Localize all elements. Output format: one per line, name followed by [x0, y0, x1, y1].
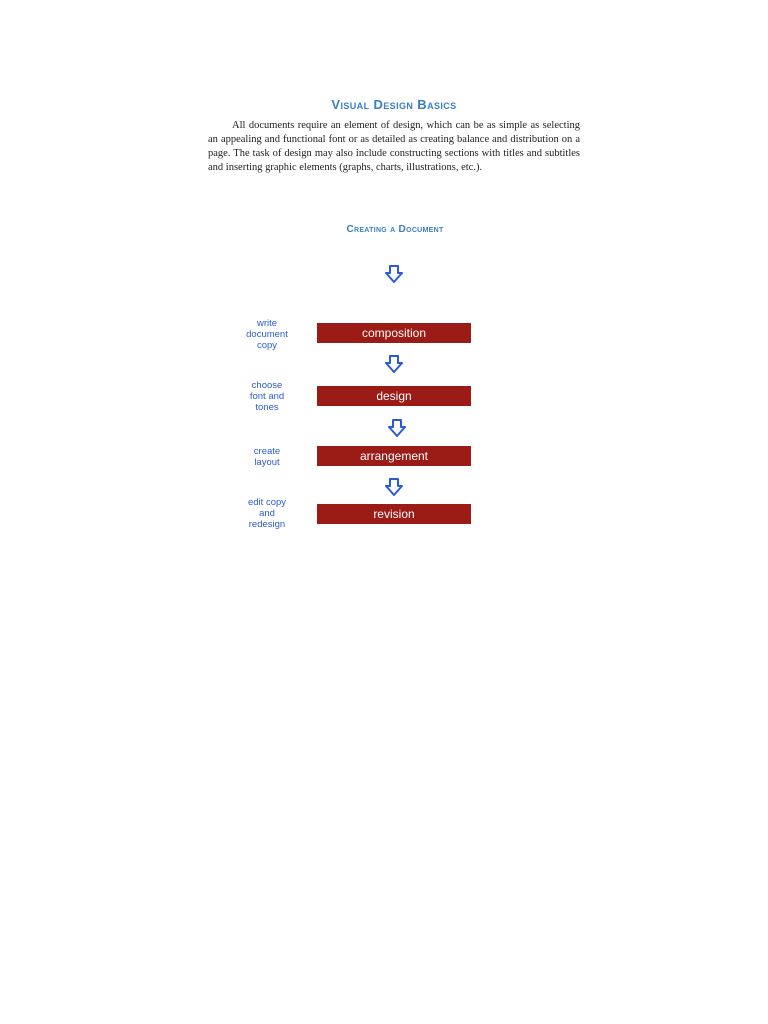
- section-heading: Visual Design Basics: [331, 97, 457, 112]
- stage-note-line: document: [246, 329, 288, 340]
- stage-note-composition: [232, 318, 302, 351]
- diagram-title: Creating a Document: [346, 224, 444, 235]
- stage-note-line: create: [253, 446, 281, 457]
- intro-paragraph: All documents require an element of design, which can be as simple as selecting an appealing and functional font or as detailed as creating balance and distribution on a page. The task of design may also include constructing sections with titles and subtitles and inserting graphic elements (graphs, charts, illustrations, etc.).: [208, 120, 580, 173]
- stage-note-line: write: [256, 318, 278, 329]
- stage-note-line: font and: [249, 391, 285, 402]
- stage-note-line: tones: [255, 402, 279, 413]
- stage-note-arrangement: [232, 446, 302, 468]
- stage-note-line: redesign: [248, 519, 286, 530]
- stage-arrangement: arrangement: [317, 446, 471, 466]
- stage-note-line: choose: [251, 380, 283, 391]
- down-arrow-icon: [388, 419, 406, 437]
- stage-design: design: [317, 386, 471, 406]
- down-arrow-icon: [385, 355, 403, 373]
- stage-note-line: edit copy: [247, 497, 287, 508]
- down-arrow-icon: [385, 478, 403, 496]
- stage-note-line: and: [259, 508, 275, 519]
- stage-revision: revision: [317, 504, 471, 524]
- stage-note-line: copy: [256, 340, 278, 351]
- stage-note-revision: [232, 497, 302, 530]
- stage-note-design: [232, 380, 302, 413]
- stage-note-line: layout: [254, 457, 280, 468]
- stage-composition: composition: [317, 323, 471, 343]
- down-arrow-icon: [385, 265, 403, 283]
